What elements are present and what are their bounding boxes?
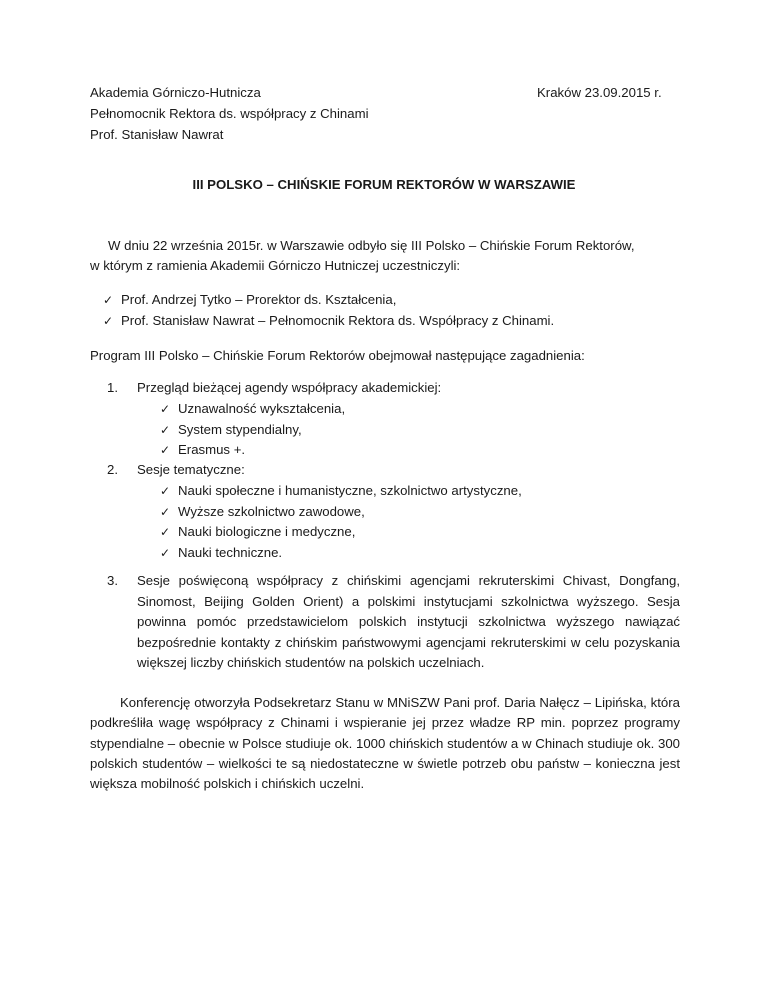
list-item: ✓ Nauki społeczne i humanistyczne, szkolnictwo artystyczne, <box>160 481 522 502</box>
checkmark-icon: ✓ <box>160 525 171 539</box>
document-title: III POLSKO – CHIŃSKIE FORUM REKTORÓW W WARSZAWIE <box>192 177 576 192</box>
item-number: 2. <box>107 462 118 477</box>
list-item: ✓ Nauki techniczne. <box>160 543 522 564</box>
item-text: Sesje poświęconą współpracy z chińskimi agencjami rekruterskimi Chivast, Dongfang, Sinomost, Beijing Golden Orient) a polskimi instytucjami szkolnictwa wyższego. Sesja powinna pomóc przedstawicielom polskich instytucji szkolnictwa wyższego nawiązać bezpośrednie kontakty z chińskim państwowymi agencjami rekruterskimi w celu pozyskania większej liczby chińskich studentów na polskich uczelniach. <box>137 573 680 670</box>
list-item: ✓ Wyższe szkolnictwo zawodowe, <box>160 502 522 523</box>
checkmark-icon: ✓ <box>160 422 171 437</box>
item-text: Sesje tematyczne: <box>137 462 245 477</box>
closing-paragraph: Konferencję otworzyła Podsekretarz Stanu w MNiSZW Pani prof. Daria Nałęcz – Lipińska, która podkreśliła wagę współpracy z Chinami i wspieranie jej przez władze RP min. poprzez programy stypendialne – obecnie w Polsce studiuje ok. 1000 chińskich studentów a w Chinach studiuje ok. 300 polskich studentów – wielkości te są niedostateczne w świetle potrzeb obu państw – konieczna jest większa mobilność polskich i chińskich uczelni. <box>90 695 680 792</box>
institution-name: Akademia Górniczo-Hutnicza <box>90 85 261 100</box>
checkmark-icon: ✓ <box>160 443 171 457</box>
place-date: Kraków 23.09.2015 r. <box>537 85 662 100</box>
sender-name: Prof. Stanisław Nawrat <box>90 127 224 142</box>
list-item: ✓ System stypendialny, <box>160 420 345 441</box>
checkmark-icon: ✓ <box>160 402 171 416</box>
checkmark-icon: ✓ <box>160 504 171 519</box>
intro-paragraph <box>90 236 680 276</box>
checkmark-icon: ✓ <box>160 545 171 560</box>
program-item-2-subitems <box>160 481 522 563</box>
program-intro: Program III Polsko – Chińskie Forum Rektorów obejmował następujące zagadnienia: <box>90 348 585 363</box>
sender-block <box>90 83 369 146</box>
intro-line-1: W dniu 22 września 2015r. w Warszawie odbyło się III Polsko – Chińskie Forum Rektorów, <box>108 238 635 253</box>
checkmark-icon: ✓ <box>103 314 114 328</box>
list-item: ✓ Prof. Andrzej Tytko – Prorektor ds. Kształcenia, <box>103 290 554 311</box>
item-number: 1. <box>107 380 118 395</box>
participants-list <box>103 290 554 332</box>
program-item-1-subitems <box>160 399 345 461</box>
sender-position: Pełnomocnik Rektora ds. współpracy z Chinami <box>90 106 369 121</box>
list-item: ✓ Uznawalność wykształcenia, <box>160 399 345 420</box>
list-item: ✓ Nauki biologiczne i medyczne, <box>160 522 522 543</box>
checkmark-icon: ✓ <box>160 484 171 498</box>
intro-line-2: w którym z ramienia Akademii Górniczo Hutniczej uczestniczyli: <box>90 258 461 273</box>
item-number: 3. <box>107 573 118 588</box>
item-text: Przegląd bieżącej agendy współpracy akademickiej: <box>137 380 442 395</box>
checkmark-icon: ✓ <box>103 293 114 307</box>
list-item: ✓ Erasmus +. <box>160 440 345 461</box>
list-item: ✓ Prof. Stanisław Nawrat – Pełnomocnik Rektora ds. Współpracy z Chinami. <box>103 311 554 332</box>
